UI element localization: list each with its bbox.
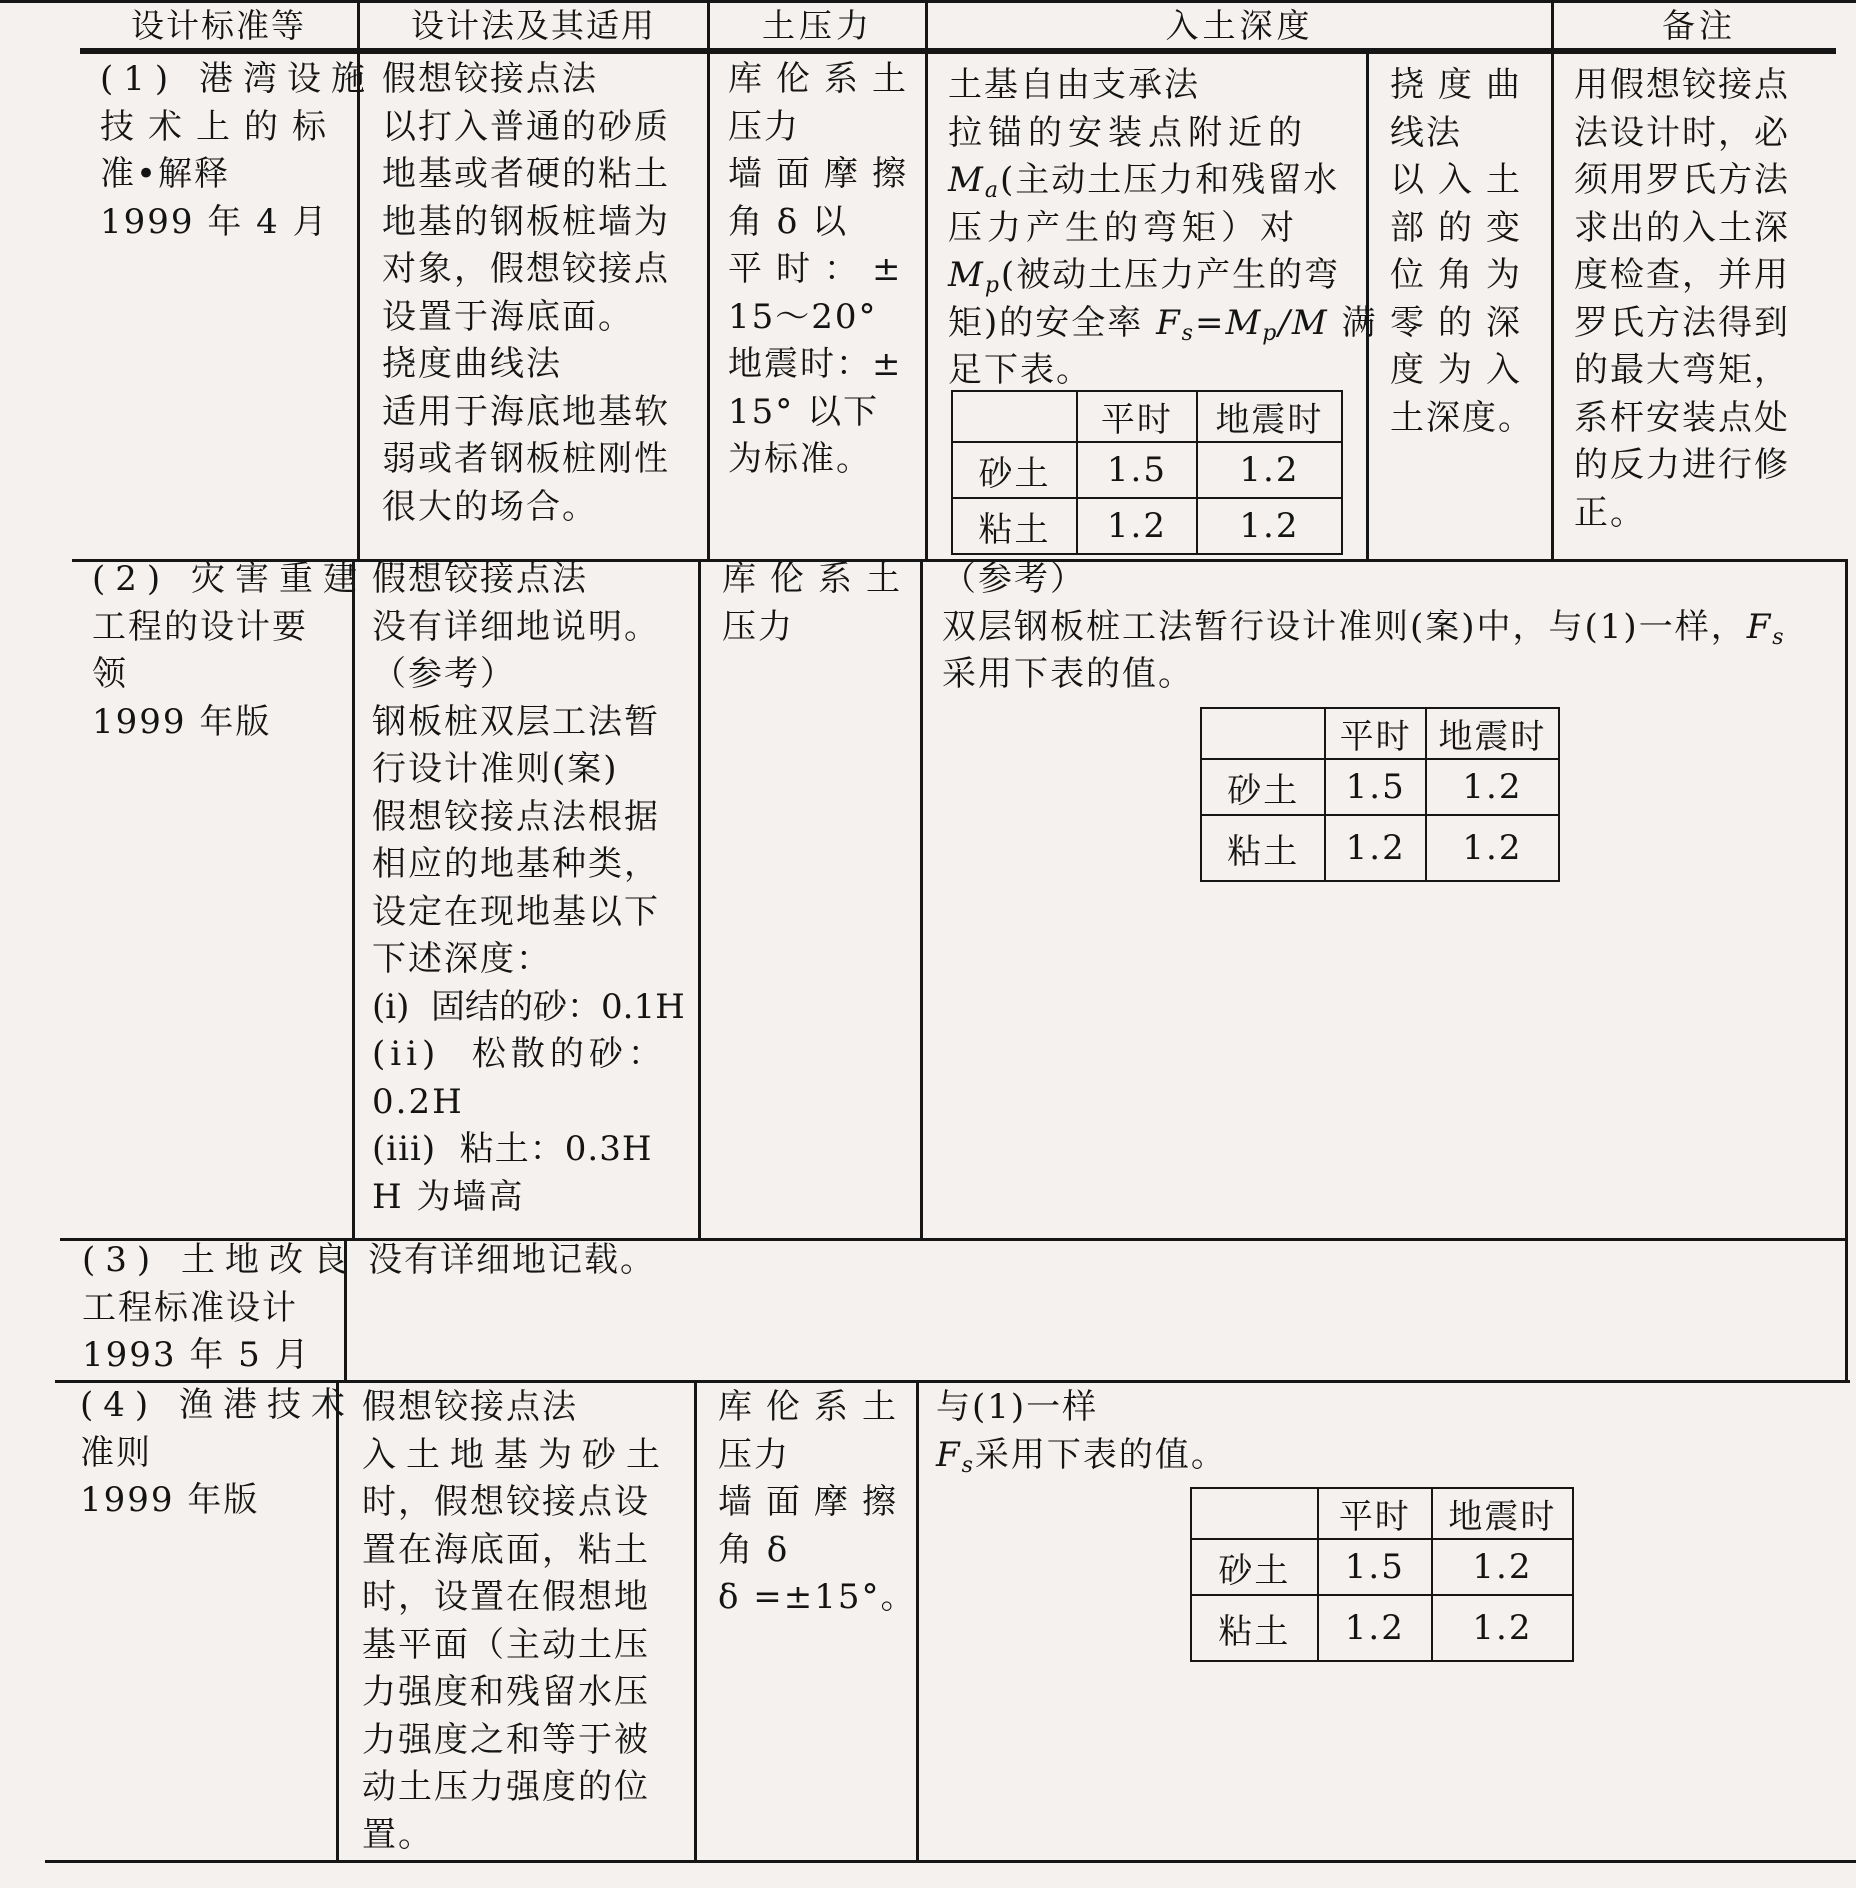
row2-standard: (2) 灾害重建 工程的设计要 领 1999 年版 [92, 559, 367, 742]
row2-method: 假想铰接点法 没有详细地说明。 （参考） 钢板桩双层工法暂 行设计准则(案) 假想铰接点法根据 相应的地基种类， 设定在现地基以下 下述深度： (i) 固结的砂：0.1H (ii) 松散的砂： 0.2H (iii) 粘土：0.3H H 为墙高 [372, 559, 685, 1217]
col-rule-3 [925, 0, 928, 562]
row1-depth-free: 土基自由支承法 拉锚的安装点附近的 $M_a$(主动土压力和残留水 压力产生的弯矩）对 $M_p$(被动土压力产生的弯 矩)的安全率 $F_s=M_p/M$ 满 足下表。 [948, 65, 1378, 390]
row4-method: 假想铰接点法 入土地基为砂土 时，假想铰接点设 置在海底面，粘土 时，设置在假想地 基平面（主动土压 力强度和残留水压 力强度之和等于被 动土压力强度的位 置。 [362, 1387, 670, 1855]
row1-fs-table: 平时 地震时 砂土 1.5 1.2 粘土 1.2 1.2 [951, 390, 1343, 555]
col-rule-2b [698, 559, 701, 1241]
row2-earth-pressure: 库伦系土 压力 [722, 559, 914, 647]
row3-method: 没有详细地记载。 [368, 1240, 656, 1280]
header-method: 设计法及其适用 [411, 6, 656, 45]
header-depth: 入土深度 [1165, 6, 1314, 45]
row4-standard: (4) 渔港技术 准则 1999 年版 [80, 1385, 355, 1520]
row1-earth-pressure: 库伦系土 压力 墙面摩擦 角 δ 以 平时：± 15～20° 地震时：± 15° 以下 为标准。 [728, 59, 920, 479]
row1-depth-deflection: 挠度曲 线法 以入土 部的变 位角为 零的深 度为入 土深度。 [1390, 65, 1534, 438]
row4-fs-table: 平时 地震时 砂土 1.5 1.2 粘土 1.2 1.2 [1190, 1487, 1574, 1662]
col-rule-5 [1551, 0, 1554, 562]
row3-standard: (3) 土地改良 工程标准设计 1993 年 5 月 [82, 1240, 357, 1375]
col-rule-3b [920, 559, 923, 1241]
header-earth-pressure: 土压力 [762, 6, 873, 45]
row1-remarks: 用假想铰接点 法设计时，必 须用罗氏方法 求出的入土深 度检查，并用 罗氏方法得到 的最大弯矩， 系杆安装点处 的反力进行修 正。 [1574, 65, 1790, 533]
col-rule-2 [707, 0, 710, 562]
row4-depth: 与(1)一样 $F_s$采用下表的值。 [936, 1387, 1227, 1478]
row4-earth-pressure: 库伦系土 压力 墙面摩擦 角 δ δ =±15°。 [718, 1387, 917, 1617]
row1-method: 假想铰接点法 以打入普通的砂质 地基或者硬的粘土 地基的钢板桩墙为 对象，假想铰接点 设置于海底面。 挠度曲线法 适用于海底地基软 弱或者钢板桩刚性 很大的场合。 [382, 59, 670, 527]
row2-fs-table: 平时 地震时 砂土 1.5 1.2 粘土 1.2 1.2 [1200, 707, 1560, 882]
header-standard: 设计标准等 [131, 6, 306, 45]
right-rule [1845, 559, 1848, 1383]
row2-depth: （参考） 双层钢板桩工法暂行设计准则(案)中，与(1)一样，$F_s$ 采用下表的值。 [942, 559, 1786, 694]
bottom-rule [45, 1860, 1856, 1863]
row1-standard: (1) 港湾设施 技术上的标 准•解释 1999 年 4 月 [100, 59, 375, 242]
header-remarks: 备注 [1662, 6, 1736, 45]
col-rule-2d [694, 1380, 697, 1863]
